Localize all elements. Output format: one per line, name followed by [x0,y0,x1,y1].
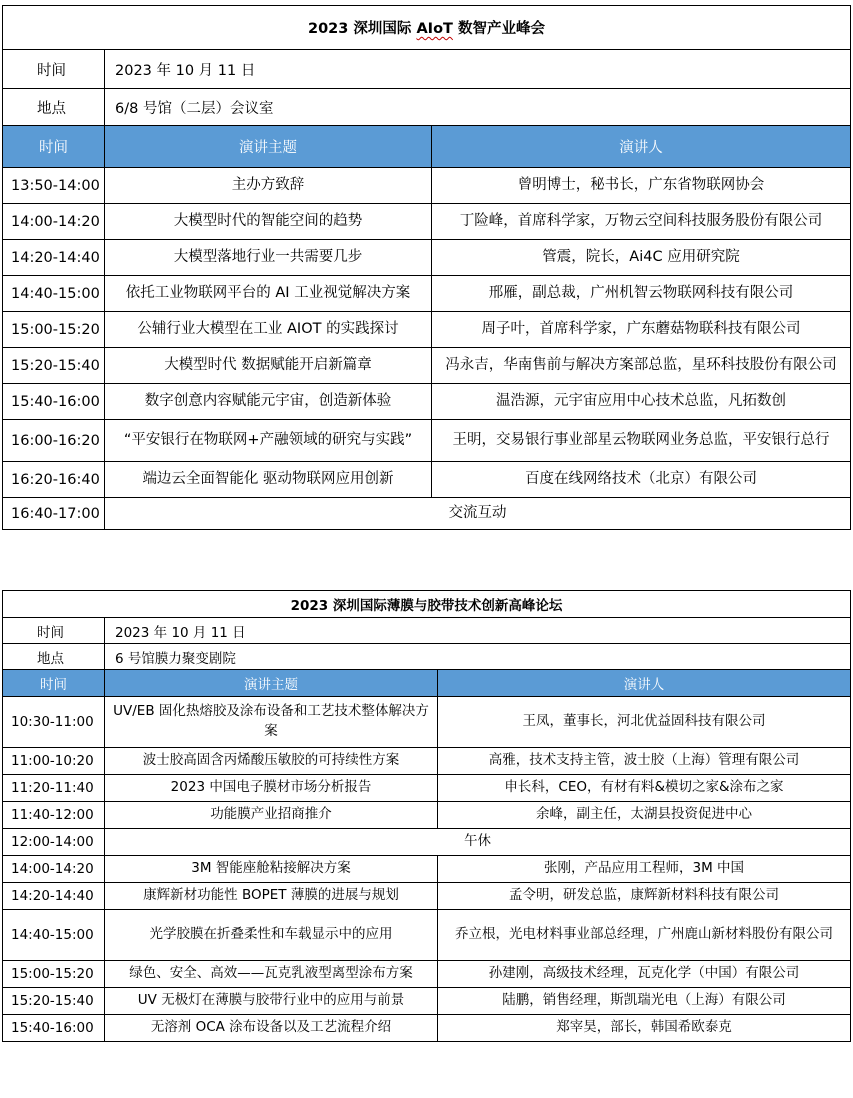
row-time: 14:00-14:20 [3,856,105,883]
row-topic: “平安银行在物联网+产融领域的研究与实践” [105,420,432,462]
forum2-time-row [3,618,851,644]
time-label: 时间 [3,50,105,89]
table-row [3,240,851,276]
header-topic: 演讲主题 [105,670,438,697]
row-speaker: 孟令明，研发总监，康辉新材料科技有限公司 [438,883,851,910]
row-time: 12:00-14:00 [3,829,105,856]
table-row [3,748,851,775]
row-speaker: 管震，院长，Ai4C 应用研究院 [432,240,851,276]
date-value: 2023 年 10 月 11 日 [105,50,851,89]
table-row [3,204,851,240]
row-topic: 光学胶膜在折叠柔性和车载显示中的应用 [105,910,438,961]
place-label: 地点 [3,644,105,670]
row-time: 11:00-10:20 [3,748,105,775]
place-value: 6/8 号馆（二层）会议室 [105,89,851,126]
row-speaker: 邢雁，副总裁，广州机智云物联网科技有限公司 [432,276,851,312]
spellcheck-underlined-word: AIoT [416,21,453,37]
forum2-place-row [3,644,851,670]
table-row [3,961,851,988]
lunch-break: 午休 [105,829,851,856]
forum2-title-row [3,591,851,618]
table-row [3,312,851,348]
row-topic: 3M 智能座舱粘接解决方案 [105,856,438,883]
forum1-header-row [3,126,851,168]
row-time: 13:50-14:00 [3,168,105,204]
row-time: 14:20-14:40 [3,883,105,910]
row-topic: 功能膜产业招商推介 [105,802,438,829]
row-time: 14:00-14:20 [3,204,105,240]
row-speaker: 周子叶，首席科学家，广东蘑菇物联科技有限公司 [432,312,851,348]
closing-activity: 交流互动 [105,498,851,530]
row-topic: 波士胶高固含丙烯酸压敏胶的可持续性方案 [105,748,438,775]
date-value: 2023 年 10 月 11 日 [105,618,851,644]
row-time: 16:20-16:40 [3,462,105,498]
row-speaker: 陆鹏，销售经理，斯凯瑞光电（上海）有限公司 [438,988,851,1015]
row-topic: 端边云全面智能化 驱动物联网应用创新 [105,462,432,498]
row-time: 15:40-16:00 [3,1015,105,1042]
place-label: 地点 [3,89,105,126]
row-time: 15:00-15:20 [3,961,105,988]
time-label: 时间 [3,618,105,644]
row-time: 15:40-16:00 [3,384,105,420]
row-speaker: 申长科，CEO，有材有料&模切之家&涂布之家 [438,775,851,802]
forum2-schedule-table [2,590,851,1042]
row-speaker: 张刚，产品应用工程师，3M 中国 [438,856,851,883]
table-row [3,168,851,204]
row-speaker: 冯永吉，华南售前与解决方案部总监，星环科技股份有限公司 [432,348,851,384]
row-topic: UV/EB 固化热熔胶及涂布设备和工艺技术整体解决方案 [105,697,438,748]
row-time: 15:00-15:20 [3,312,105,348]
forum1-title-row [3,6,851,50]
table-row [3,1015,851,1042]
row-topic: 大模型时代 数据赋能开启新篇章 [105,348,432,384]
row-speaker: 孙建刚，高级技术经理，瓦克化学（中国）有限公司 [438,961,851,988]
row-time: 16:00-16:20 [3,420,105,462]
row-speaker: 温浩源，元宇宙应用中心技术总监，凡拓数创 [432,384,851,420]
table-row [3,384,851,420]
header-time: 时间 [3,126,105,168]
table-row [3,856,851,883]
row-speaker: 乔立根，光电材料事业部总经理，广州鹿山新材料股份有限公司 [438,910,851,961]
row-time: 14:20-14:40 [3,240,105,276]
header-time: 时间 [3,670,105,697]
row-speaker: 王明，交易银行事业部星云物联网业务总监，平安银行总行 [432,420,851,462]
place-value: 6 号馆膜力聚变剧院 [105,644,851,670]
row-time: 11:20-11:40 [3,775,105,802]
row-topic: 依托工业物联网平台的 AI 工业视觉解决方案 [105,276,432,312]
table-row [3,348,851,384]
row-time: 14:40-15:00 [3,276,105,312]
table-row [3,276,851,312]
table-row [3,775,851,802]
table-row [3,802,851,829]
table-row [3,988,851,1015]
lunch-row [3,829,851,856]
table-row [3,883,851,910]
row-topic: 大模型落地行业一共需要几步 [105,240,432,276]
table-row [3,462,851,498]
row-speaker: 余峰，副主任，太湖县投资促进中心 [438,802,851,829]
row-topic: 2023 中国电子膜材市场分析报告 [105,775,438,802]
row-time: 15:20-15:40 [3,988,105,1015]
row-topic: 数字创意内容赋能元宇宙，创造新体验 [105,384,432,420]
forum1-schedule-table [2,5,851,530]
header-topic: 演讲主题 [105,126,432,168]
row-topic: 康辉新材功能性 BOPET 薄膜的进展与规划 [105,883,438,910]
forum2-title: 2023 深圳国际薄膜与胶带技术创新高峰论坛 [3,591,851,618]
row-speaker: 王凤，董事长，河北优益固科技有限公司 [438,697,851,748]
row-time: 16:40-17:00 [3,498,105,530]
header-speaker: 演讲人 [438,670,851,697]
forum1-place-row [3,89,851,126]
row-topic: 公辅行业大模型在工业 AIOT 的实践探讨 [105,312,432,348]
row-speaker: 百度在线网络技术（北京）有限公司 [432,462,851,498]
row-topic: 主办方致辞 [105,168,432,204]
row-topic: 绿色、安全、高效——瓦克乳液型离型涂布方案 [105,961,438,988]
table-row [3,697,851,748]
row-topic: UV 无极灯在薄膜与胶带行业中的应用与前景 [105,988,438,1015]
row-speaker: 曾明博士，秘书长，广东省物联网协会 [432,168,851,204]
row-topic: 无溶剂 OCA 涂布设备以及工艺流程介绍 [105,1015,438,1042]
table-row [3,910,851,961]
row-time: 14:40-15:00 [3,910,105,961]
row-speaker: 郑宰昊，部长，韩国希欧泰克 [438,1015,851,1042]
table-row [3,420,851,462]
closing-row [3,498,851,530]
row-time: 15:20-15:40 [3,348,105,384]
row-topic: 大模型时代的智能空间的趋势 [105,204,432,240]
forum1-time-row [3,50,851,89]
row-time: 11:40-12:00 [3,802,105,829]
row-speaker: 丁险峰，首席科学家，万物云空间科技服务股份有限公司 [432,204,851,240]
forum1-title: 2023 深圳国际 AIoT 数智产业峰会 [3,6,851,50]
header-speaker: 演讲人 [432,126,851,168]
row-time: 10:30-11:00 [3,697,105,748]
row-speaker: 高雅，技术支持主管，波士胶（上海）管理有限公司 [438,748,851,775]
forum2-header-row [3,670,851,697]
